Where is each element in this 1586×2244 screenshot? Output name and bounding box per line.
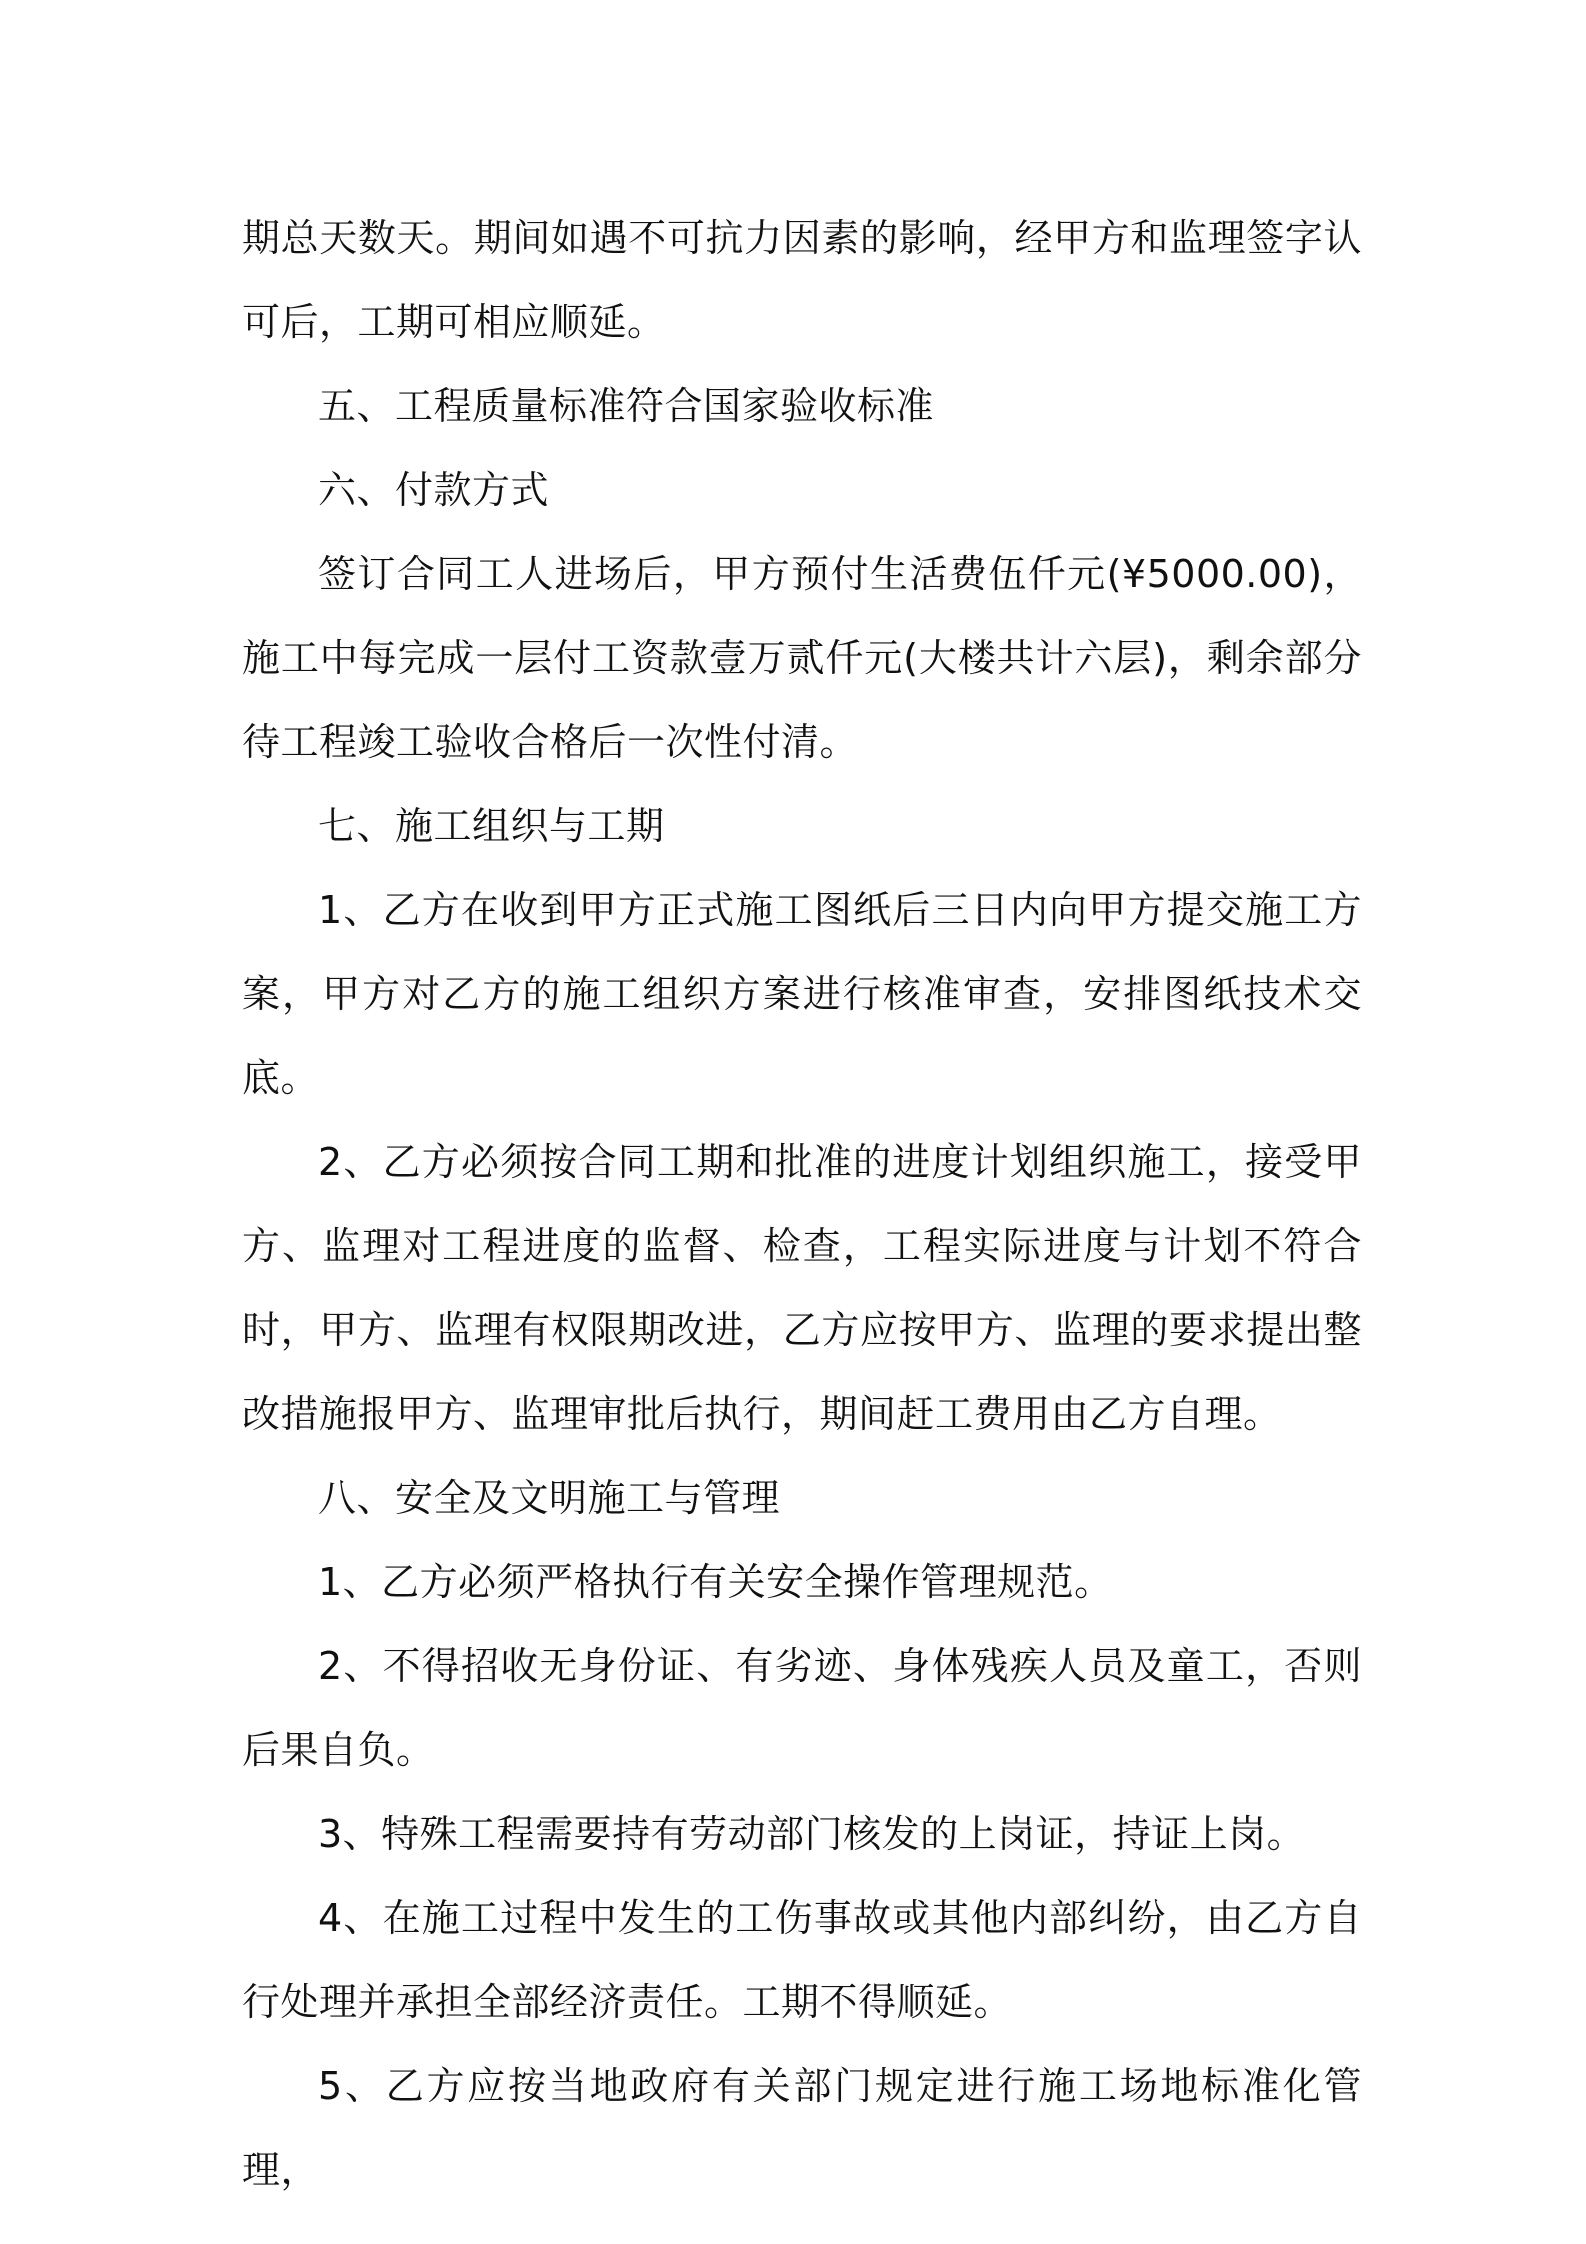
- heading-payment-method: 六、付款方式: [318, 468, 550, 512]
- clause-7-1: 1、乙方在收到甲方正式施工图纸后三日内向甲方提交施工方案，甲方对乙方的施工组织方案进行核准审查，安排图纸技术交底。: [242, 888, 1362, 1100]
- heading-safety-management: 八、安全及文明施工与管理: [318, 1476, 781, 1520]
- heading-quality-standard: 五、工程质量标准符合国家验收标准: [318, 384, 935, 428]
- heading-construction-organization: 七、施工组织与工期: [318, 804, 665, 848]
- clause-8-2: 2、不得招收无身份证、有劣迹、身体残疾人员及童工，否则后果自负。: [242, 1644, 1362, 1772]
- paragraph-duration-continued: 期总天数天。期间如遇不可抗力因素的影响，经甲方和监理签字认可后，工期可相应顺延。: [242, 216, 1362, 344]
- clause-8-1: 1、乙方必须严格执行有关安全操作管理规范。: [318, 1560, 1113, 1604]
- clause-7-2: 2、乙方必须按合同工期和批准的进度计划组织施工，接受甲方、监理对工程进度的监督、检查，工程实际进度与计划不符合时，甲方、监理有权限期改进，乙方应按甲方、监理的要求提出整改措施报甲方、监理审批后执行，期间赶工费用由乙方自理。: [242, 1140, 1362, 1436]
- clause-8-3: 3、特殊工程需要持有劳动部门核发的上岗证，持证上岗。: [318, 1812, 1306, 1856]
- clause-8-5: 5、乙方应按当地政府有关部门规定进行施工场地标准化管理，: [242, 2064, 1362, 2192]
- clause-8-4: 4、在施工过程中发生的工伤事故或其他内部纠纷，由乙方自行处理并承担全部经济责任。工期不得顺延。: [242, 1896, 1362, 2024]
- document-body: [242, 196, 1362, 2212]
- paragraph-payment-terms: 签订合同工人进场后，甲方预付生活费伍仟元(¥5000.00)，施工中每完成一层付工资款壹万贰仟元(大楼共计六层)，剩余部分待工程竣工验收合格后一次性付清。: [242, 552, 1362, 764]
